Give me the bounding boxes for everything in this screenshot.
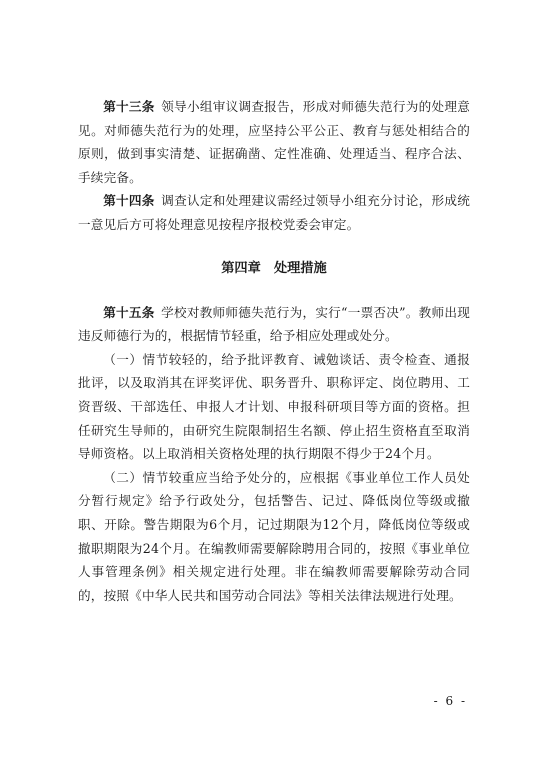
- item-2-paragraph: （二）情节较重应当给予处分的，应根据《事业单位工作人员处分暂行规定》给予行政处分，包括警告、记过、降低岗位等级或撤职、开除。警告期限为6个月，记过期限为12个月，降低岗位等级或撤职期限为24个月。在编教师需要解除聘用合同的，按照《事业单位人事管理条例》相关规定进行处理。非在编教师需要解除劳动合同的，按照《中华人民共和国劳动合同法》等相关法律法规进行处理。: [78, 469, 470, 603]
- article-13-text: 领导小组审议调查报告，形成对师德失范行为的处理意见。对师德失范行为的处理，应坚持公平公正、教育与惩处相结合的原则，做到事实清楚、证据确凿、定性准确、处理适当、程序合法、手续完备。: [78, 99, 470, 185]
- article-14-lead: 第十四条: [103, 193, 155, 209]
- article-15-lead: 第十五条: [103, 304, 155, 320]
- article-15-paragraph: [78, 301, 470, 348]
- article-15-text: 学校对教师师德失范行为，实行“一票否决”。教师出现违反师德行为的，根据情节轻重，给予相应处理或处分。: [78, 304, 470, 344]
- article-14-paragraph: [78, 189, 470, 236]
- page-number: - 6 -: [433, 694, 467, 708]
- spacer: [78, 281, 470, 301]
- article-13-paragraph: [78, 95, 470, 189]
- chapter-heading: 第四章 处理措施: [221, 260, 327, 276]
- item-1-paragraph: （一）情节较轻的，给予批评教育、诫勉谈话、责令检查、通报批评，以及取消其在评奖评优、职务晋升、职称评定、岗位聘用、工资晋级、干部选任、申报人才计划、申报科研项目等方面的资格。担任研究生导师的，由研究生院限制招生名额、停止招生资格直至取消导师资格。以上取消相关资格处理的执行期限不得少于24个月。: [78, 351, 470, 462]
- article-14-text: 调查认定和处理建议需经过领导小组充分讨论，形成统一意见后方可将处理意见按程序报校党委会审定。: [78, 193, 470, 232]
- article-13-lead: 第十三条: [103, 99, 155, 114]
- document-body: [78, 95, 470, 607]
- spacer: [78, 237, 470, 257]
